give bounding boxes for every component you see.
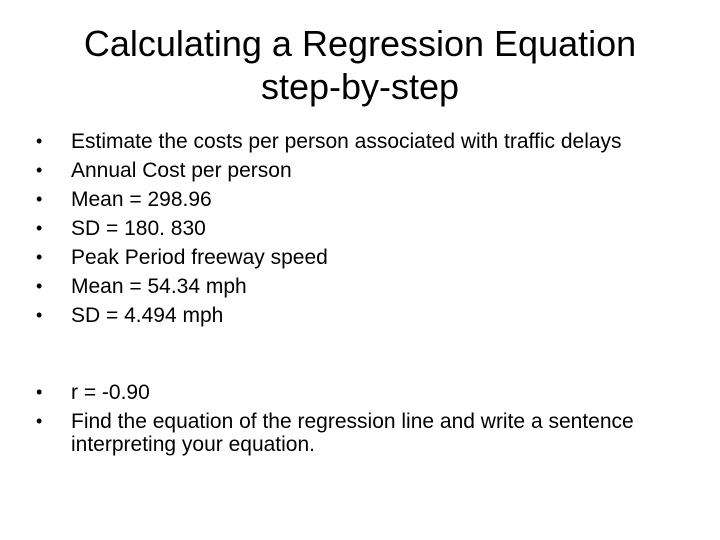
bullet-icon: • (36, 218, 43, 238)
bullet-text: r = -0.90 (71, 381, 150, 404)
bullet-icon: • (36, 305, 43, 325)
bullet-text: Mean = 54.34 mph (71, 275, 247, 298)
bullet-item (36, 159, 676, 182)
bullet-list-task (36, 381, 676, 462)
bullet-icon: • (36, 189, 43, 209)
bullet-icon: • (36, 411, 43, 431)
bullet-text: Annual Cost per person (71, 159, 292, 182)
bullet-text: SD = 4.494 mph (71, 304, 224, 327)
bullet-text: Find the equation of the regression line and write a sentence interpreting your equation. (71, 410, 634, 456)
bullet-icon: • (36, 131, 43, 151)
bullet-item (36, 410, 676, 456)
bullet-icon: • (36, 160, 43, 180)
bullet-item (36, 304, 676, 327)
bullet-icon: • (36, 276, 43, 296)
bullet-text: SD = 180. 830 (71, 217, 206, 240)
bullet-item (36, 246, 676, 269)
bullet-item (36, 381, 676, 404)
bullet-item (36, 188, 676, 211)
bullet-item (36, 130, 676, 153)
bullet-item (36, 275, 676, 298)
bullet-list-data (36, 130, 676, 333)
title-line-1: Calculating a Regression Equation (83, 23, 637, 64)
bullet-icon: • (36, 247, 43, 267)
bullet-item (36, 217, 676, 240)
bullet-text: Estimate the costs per person associated with traffic delays (71, 130, 622, 153)
slide-title (30, 22, 690, 108)
title-line-2: step-by-step (260, 66, 460, 107)
bullet-text: Mean = 298.96 (71, 188, 212, 211)
bullet-icon: • (36, 382, 43, 402)
bullet-text: Peak Period freeway speed (71, 246, 328, 269)
